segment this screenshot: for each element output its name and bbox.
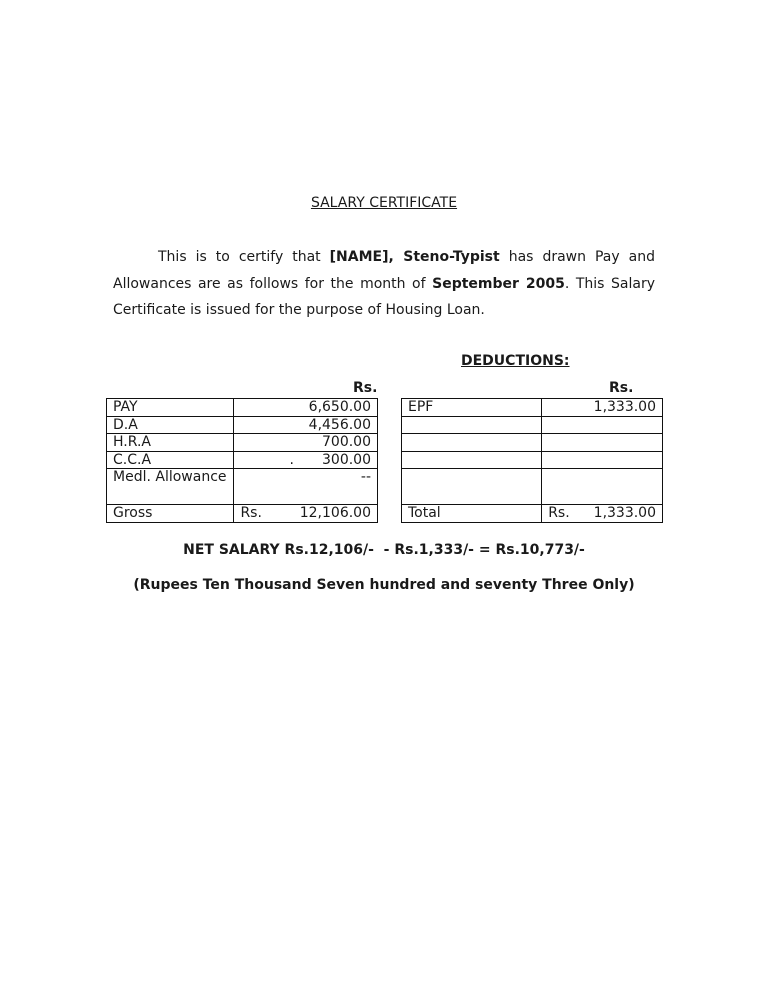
table-row — [402, 416, 663, 434]
empty-cell — [542, 416, 663, 434]
table-row — [402, 434, 663, 452]
table-row — [107, 469, 378, 505]
deduction-label: EPF — [402, 399, 542, 417]
table-row — [107, 434, 378, 452]
total-value-cell — [542, 505, 663, 523]
certificate-title: SALARY CERTIFICATE — [310, 195, 458, 211]
empty-cell — [402, 434, 542, 452]
table-row-total — [107, 505, 378, 523]
empty-cell — [542, 434, 663, 452]
table-row — [402, 451, 663, 469]
amount-in-words: (Rupees Ten Thousand Seven hundred and seventy Three Only) — [133, 577, 635, 593]
table-row — [107, 451, 378, 469]
empty-cell — [542, 469, 663, 505]
earning-value: -- — [234, 469, 378, 505]
deduction-value: 1,333.00 — [542, 399, 663, 417]
empty-cell — [402, 469, 542, 505]
earning-label: D.A — [107, 416, 234, 434]
total-label: Total — [402, 505, 542, 523]
earning-label: H.R.A — [107, 434, 234, 452]
stray-dot: . — [289, 451, 294, 468]
salary-month: September 2005 — [432, 275, 565, 292]
earning-value-cell — [234, 451, 378, 469]
deductions-heading: DEDUCTIONS: — [461, 353, 570, 369]
empty-cell — [402, 416, 542, 434]
total-prefix: Rs. — [548, 505, 570, 521]
table-row-total — [402, 505, 663, 523]
paragraph-text-3: . This Salary Certificate is issued for the purpose of Housing Loan. — [113, 275, 655, 318]
total-value: 1,333.00 — [593, 505, 656, 521]
table-row — [402, 469, 663, 505]
certificate-paragraph — [113, 244, 655, 324]
paragraph-text-2: has drawn Pay and Allowances are as follows for the month of — [113, 249, 655, 292]
gross-prefix: Rs. — [240, 505, 262, 521]
paragraph-text-1: This is to certify that — [158, 249, 330, 265]
gross-label: Gross — [107, 505, 234, 523]
gross-value-cell — [234, 505, 378, 523]
employee-name: [NAME], Steno-Typist — [329, 249, 500, 265]
table-row — [107, 399, 378, 417]
earning-value: 4,456.00 — [234, 416, 378, 434]
earning-value: 700.00 — [234, 434, 378, 452]
net-salary: NET SALARY Rs.12,106/- - Rs.1,333/- = Rs.10,773/- — [183, 542, 585, 558]
earning-value: 6,650.00 — [234, 399, 378, 417]
earning-label: C.C.A — [107, 451, 234, 469]
earnings-table — [106, 398, 378, 523]
deductions-currency-header: Rs. — [609, 380, 634, 396]
gross-value: 12,106.00 — [299, 505, 371, 521]
table-row — [107, 416, 378, 434]
earnings-currency-header: Rs. — [353, 380, 378, 396]
table-row — [402, 399, 663, 417]
empty-cell — [402, 451, 542, 469]
earning-value: 300.00 — [322, 451, 371, 468]
empty-cell — [542, 451, 663, 469]
earning-label: PAY — [107, 399, 234, 417]
deductions-table — [401, 398, 663, 523]
earning-label: Medl. Allowance — [107, 469, 234, 505]
